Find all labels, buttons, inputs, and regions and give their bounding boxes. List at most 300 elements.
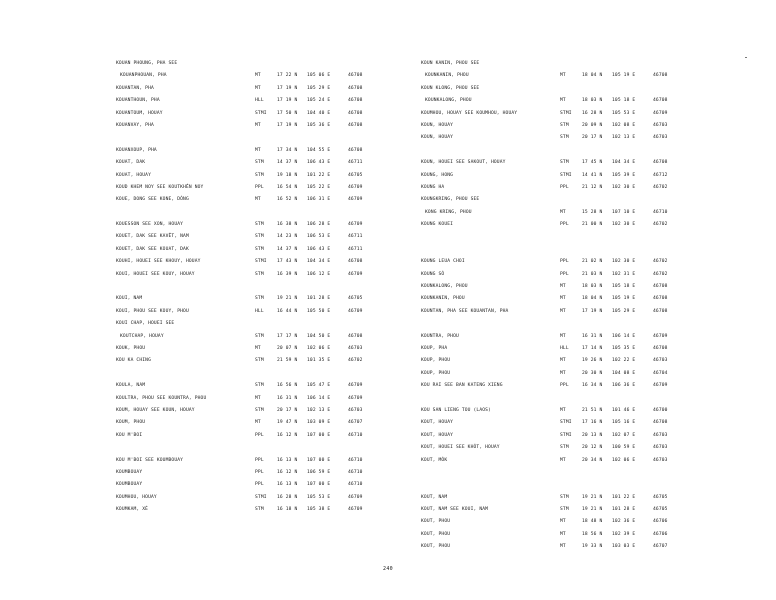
feature-code: PPL xyxy=(255,469,264,475)
entry-name: KOUANTAN, PHA xyxy=(116,85,154,91)
entry-name: KOUN, HOUAY xyxy=(421,135,454,141)
feature-code: STM xyxy=(255,172,264,178)
sheet-number: 46702 xyxy=(653,222,668,228)
latitude: 17 34 N xyxy=(277,147,298,153)
longitude: 104 55 E xyxy=(307,147,331,153)
gazetteer-entry xyxy=(116,479,396,491)
gazetteer-entry xyxy=(421,430,701,442)
feature-code: HLL xyxy=(560,345,569,351)
longitude: 105 50 E xyxy=(307,308,331,314)
latitude: 20 13 N xyxy=(582,432,603,438)
entry-name: KOUNKANIN, PHOU xyxy=(425,73,469,79)
feature-code: PPL xyxy=(560,383,569,389)
feature-code: STM xyxy=(255,296,264,302)
longitude: 105 38 E xyxy=(307,507,331,513)
entry-name: KOU M'BOI xyxy=(116,432,143,438)
sheet-number: 46709 xyxy=(348,395,363,401)
row-spacer xyxy=(421,467,701,479)
latitude: 18 04 N xyxy=(582,296,603,302)
entry-name: KOUHI, HOUEI SEE KHOUY, HOUAY xyxy=(116,259,201,265)
feature-code: STMI xyxy=(255,259,267,265)
feature-code: STMI xyxy=(255,110,267,116)
feature-code: PPL xyxy=(255,184,264,190)
entry-name: KOUESSON SEE XON, HOUAY xyxy=(116,222,184,228)
gazetteer-entry xyxy=(116,256,396,268)
sheet-number: 46709 xyxy=(348,222,363,228)
feature-code: STM xyxy=(255,358,264,364)
longitude: 104 08 E xyxy=(612,370,636,376)
latitude: 16 39 N xyxy=(277,271,298,277)
entry-name: KOUT, NAM xyxy=(421,494,448,500)
latitude: 21 02 N xyxy=(582,259,603,265)
entry-name: KOUMHOU, HOUAY xyxy=(116,494,157,500)
sheet-number: 46708 xyxy=(653,345,668,351)
feature-code: PPL xyxy=(560,184,569,190)
feature-code: STMI xyxy=(560,432,572,438)
gazetteer-entry xyxy=(116,467,396,479)
longitude: 102 30 E xyxy=(612,259,636,265)
entry-name: KOU SAN LIENG TOU (LAOS) xyxy=(421,407,491,413)
feature-code: PPL xyxy=(560,222,569,228)
left-column xyxy=(116,58,396,516)
longitude: 102 30 E xyxy=(612,184,636,190)
sheet-number: 46707 xyxy=(348,420,363,426)
feature-code: STM xyxy=(560,160,569,166)
feature-code: STMI xyxy=(255,494,267,500)
gazetteer-entry xyxy=(116,194,396,206)
entry-name: KOUMBOUAY xyxy=(116,482,143,488)
latitude: 19 21 N xyxy=(277,296,298,302)
latitude: 19 21 N xyxy=(582,507,603,513)
row-spacer xyxy=(116,368,396,380)
latitude: 16 13 N xyxy=(277,482,298,488)
sheet-number: 46703 xyxy=(653,135,668,141)
entry-name: KOUP, PHOU xyxy=(421,358,451,364)
longitude: 101 28 E xyxy=(307,296,331,302)
feature-code: STMI xyxy=(560,110,572,116)
sheet-number: 46708 xyxy=(348,122,363,128)
feature-code: STM xyxy=(560,507,569,513)
gazetteer-entry xyxy=(116,417,396,429)
entry-name: KOUP, PHA xyxy=(421,345,448,351)
feature-code: STM xyxy=(255,234,264,240)
sheet-number: 46712 xyxy=(653,172,668,178)
sheet-number: 46710 xyxy=(653,209,668,215)
longitude: 107 00 E xyxy=(307,482,331,488)
longitude: 105 18 E xyxy=(612,98,636,104)
feature-code: STM xyxy=(255,246,264,252)
sheet-number: 46705 xyxy=(348,296,363,302)
latitude: 19 21 N xyxy=(582,494,603,500)
entry-name: KOUNKANIN, PHOU xyxy=(421,296,465,302)
sheet-number: 46709 xyxy=(348,507,363,513)
sheet-number: 46710 xyxy=(348,432,363,438)
entry-name: KOU KA CHING xyxy=(116,358,151,364)
feature-code: MT xyxy=(560,457,566,463)
sheet-number: 46708 xyxy=(348,259,363,265)
entry-name: KOUD KHEM NOY SEE KOUTKHÊN NOY xyxy=(116,184,204,190)
sheet-number: 46709 xyxy=(348,494,363,500)
sheet-number: 46703 xyxy=(653,445,668,451)
sheet-number: 46703 xyxy=(653,122,668,128)
latitude: 16 38 N xyxy=(277,222,298,228)
sheet-number: 46711 xyxy=(348,234,363,240)
sheet-number: 46710 xyxy=(348,457,363,463)
sheet-number: 46708 xyxy=(653,98,668,104)
feature-code: MT xyxy=(560,296,566,302)
sheet-number: 46700 xyxy=(653,407,668,413)
gazetteer-entry xyxy=(116,318,396,330)
entry-name: KONG KRING, PHOU xyxy=(425,209,472,215)
sheet-number: 46705 xyxy=(653,507,668,513)
entry-name: KOUT, PHOU xyxy=(421,519,451,525)
feature-code: STM xyxy=(255,383,264,389)
longitude: 105 06 E xyxy=(307,73,331,79)
longitude: 105 24 E xyxy=(307,98,331,104)
feature-code: MT xyxy=(560,407,566,413)
gazetteer-entry xyxy=(421,269,701,281)
gazetteer-entry xyxy=(116,293,396,305)
sheet-number: 46703 xyxy=(653,432,668,438)
latitude: 19 18 N xyxy=(277,172,298,178)
sheet-number: 46711 xyxy=(348,160,363,166)
latitude: 16 12 N xyxy=(277,469,298,475)
latitude: 14 37 N xyxy=(277,246,298,252)
latitude: 16 56 N xyxy=(277,383,298,389)
row-spacer xyxy=(421,393,701,405)
sheet-number: 46708 xyxy=(348,147,363,153)
longitude: 101 22 E xyxy=(307,172,331,178)
gazetteer-entry xyxy=(421,405,701,417)
entry-name: KOUMHOU, HOUAY SEE KOUMHOU, HOUAY xyxy=(421,110,518,116)
longitude: 104 40 E xyxy=(307,110,331,116)
gazetteer-entry xyxy=(116,182,396,194)
latitude: 17 50 N xyxy=(277,110,298,116)
entry-name: KOUMBOUAY xyxy=(116,469,143,475)
longitude: 103 09 E xyxy=(307,420,331,426)
entry-name: KOUM, HOUAY SEE KOUN, HOUAY xyxy=(116,407,195,413)
gazetteer-entry xyxy=(421,380,701,392)
gazetteer-entry xyxy=(421,492,701,504)
entry-name: KOUET, DAK SEE KAVÊT, NAM xyxy=(116,234,189,240)
feature-code: STM xyxy=(560,135,569,141)
page-number: 240 xyxy=(383,566,393,572)
latitude: 17 19 N xyxy=(277,122,298,128)
gazetteer-entry xyxy=(116,380,396,392)
gazetteer-entry xyxy=(116,231,396,243)
sheet-number: 46703 xyxy=(653,457,668,463)
gazetteer-entry xyxy=(421,455,701,467)
entry-name: KOU M'BOI SEE KOUMBOUAY xyxy=(116,457,184,463)
entry-name: KOULA, NAM xyxy=(116,383,146,389)
longitude: 102 08 E xyxy=(612,122,636,128)
latitude: 18 04 N xyxy=(582,73,603,79)
longitude: 105 22 E xyxy=(307,184,331,190)
gazetteer-entry xyxy=(116,306,396,318)
feature-code: STMI xyxy=(560,172,572,178)
gazetteer-entry xyxy=(116,504,396,516)
feature-code: MT xyxy=(560,544,566,550)
gazetteer-entry xyxy=(421,442,701,454)
sheet-number: 46702 xyxy=(653,184,668,190)
entry-name: KOUMKAM, XÉ xyxy=(116,507,149,513)
sheet-number: 46709 xyxy=(653,110,668,116)
sheet-number: 46705 xyxy=(348,172,363,178)
feature-code: PPL xyxy=(255,432,264,438)
entry-name: KOUTCHAP, HOUAY xyxy=(120,333,164,339)
latitude: 21 00 N xyxy=(582,222,603,228)
gazetteer-entry xyxy=(116,145,396,157)
sheet-number: 46703 xyxy=(348,407,363,413)
latitude: 14 41 N xyxy=(582,172,603,178)
gazetteer-entry xyxy=(116,83,396,95)
feature-code: MT xyxy=(560,358,566,364)
sheet-number: 46708 xyxy=(653,420,668,426)
entry-name: KOUN, HOUAY xyxy=(421,122,454,128)
feature-code: MT xyxy=(560,98,566,104)
latitude: 20 17 N xyxy=(582,135,603,141)
latitude: 16 18 N xyxy=(277,507,298,513)
gazetteer-entry xyxy=(421,281,701,293)
sheet-number: 46709 xyxy=(348,383,363,389)
longitude: 105 53 E xyxy=(612,110,636,116)
longitude: 102 13 E xyxy=(307,407,331,413)
gazetteer-entry xyxy=(116,157,396,169)
entry-name: KOUANPHOUAN, PHA xyxy=(120,73,167,79)
row-spacer xyxy=(116,207,396,219)
gazetteer-entry xyxy=(421,516,701,528)
feature-code: MT xyxy=(255,395,261,401)
sheet-number: 46710 xyxy=(348,469,363,475)
feature-code: PPL xyxy=(255,457,264,463)
sheet-number: 46702 xyxy=(653,271,668,277)
latitude: 16 12 N xyxy=(277,432,298,438)
latitude: 16 31 N xyxy=(277,395,298,401)
row-spacer xyxy=(116,442,396,454)
entry-name: KOUI, HOUEI SEE KOUY, HOUAY xyxy=(116,271,195,277)
latitude: 16 28 N xyxy=(277,494,298,500)
longitude: 105 19 E xyxy=(612,296,636,302)
gazetteer-entry xyxy=(421,331,701,343)
longitude: 105 29 E xyxy=(612,308,636,314)
gazetteer-entry xyxy=(421,306,701,318)
latitude: 19 26 N xyxy=(582,358,603,364)
gazetteer-entry xyxy=(116,331,396,343)
longitude: 102 36 E xyxy=(612,519,636,525)
latitude: 16 44 N xyxy=(277,308,298,314)
feature-code: MT xyxy=(255,345,261,351)
entry-name: KOUNG LEUA CHOI xyxy=(421,259,465,265)
latitude: 17 14 N xyxy=(582,345,603,351)
entry-name: KOUP, PHOU xyxy=(421,370,451,376)
sheet-number: 46708 xyxy=(348,110,363,116)
gazetteer-entry xyxy=(421,529,701,541)
entry-name: KOUT, MÔK xyxy=(421,457,448,463)
gazetteer-entry xyxy=(421,194,701,206)
feature-code: STM xyxy=(560,445,569,451)
gazetteer-entry xyxy=(116,430,396,442)
longitude: 102 30 E xyxy=(612,222,636,228)
entry-name: KOUAT, DAK xyxy=(116,160,146,166)
entry-name: KOUANVAY, PHA xyxy=(116,122,154,128)
entry-name: KOUT, HOUAY xyxy=(421,432,454,438)
longitude: 100 59 E xyxy=(612,445,636,451)
sheet-number: 46703 xyxy=(653,358,668,364)
longitude: 103 03 E xyxy=(612,544,636,550)
feature-code: STM xyxy=(255,160,264,166)
longitude: 105 35 E xyxy=(612,345,636,351)
sheet-number: 46708 xyxy=(653,160,668,166)
sheet-number: 46703 xyxy=(348,345,363,351)
sheet-number: 46709 xyxy=(653,383,668,389)
gazetteer-entry xyxy=(116,405,396,417)
gazetteer-entry xyxy=(116,108,396,120)
sheet-number: 46709 xyxy=(348,271,363,277)
latitude: 18 56 N xyxy=(582,531,603,537)
longitude: 106 43 E xyxy=(307,246,331,252)
entry-name: KOUAN PHOUNG, PHA SEE xyxy=(116,61,178,66)
entry-name: KOUT, NAM SEE KOUI, NAM xyxy=(421,507,489,513)
entry-name: KOUNG SÔ xyxy=(421,271,445,277)
sheet-number: 46709 xyxy=(348,308,363,314)
feature-code: MT xyxy=(255,420,261,426)
gazetteer-entry xyxy=(116,492,396,504)
latitude: 14 23 N xyxy=(277,234,298,240)
feature-code: MT xyxy=(255,73,261,79)
row-spacer xyxy=(116,132,396,144)
sheet-number: 46709 xyxy=(653,333,668,339)
feature-code: MT xyxy=(560,308,566,314)
entry-name: KOUI, NAM xyxy=(116,296,143,302)
gazetteer-entry xyxy=(421,132,701,144)
longitude: 105 18 E xyxy=(612,284,636,290)
gazetteer-entry xyxy=(421,58,701,70)
gazetteer-entry xyxy=(421,293,701,305)
entry-name: KOUN, HOUEI SEE SAKOUT, HOUAY xyxy=(421,160,506,166)
entry-name: KOUI, PHOU SEE KOUY, PHOU xyxy=(116,308,189,314)
feature-code: STM xyxy=(560,494,569,500)
latitude: 17 17 N xyxy=(277,333,298,339)
sheet-number: 46707 xyxy=(653,544,668,550)
longitude: 106 59 E xyxy=(307,469,331,475)
entry-name: KOULTRA, PHOU SEE KOUNTRA, PHOU xyxy=(116,395,207,401)
right-column xyxy=(421,58,701,554)
gazetteer-entry xyxy=(421,95,701,107)
sheet-number: 46708 xyxy=(653,296,668,302)
edge-mark xyxy=(745,57,747,58)
gazetteer-entry xyxy=(116,455,396,467)
feature-code: STM xyxy=(255,507,264,513)
row-spacer xyxy=(421,145,701,157)
latitude: 17 16 N xyxy=(582,420,603,426)
entry-name: KOU RAI SEE BAN KATENG XIENG xyxy=(421,383,503,389)
entry-name: KOUE, DONG SEE KONE, DÔNG xyxy=(116,197,189,203)
latitude: 16 34 N xyxy=(582,383,603,389)
latitude: 17 43 N xyxy=(277,259,298,265)
longitude: 107 00 E xyxy=(307,457,331,463)
latitude: 16 52 N xyxy=(277,197,298,203)
gazetteer-entry xyxy=(116,120,396,132)
entry-name: KOUT, HOUAY xyxy=(421,420,454,426)
feature-code: MT xyxy=(560,519,566,525)
gazetteer-entry xyxy=(116,95,396,107)
latitude: 20 17 N xyxy=(277,407,298,413)
longitude: 101 46 E xyxy=(612,407,636,413)
row-spacer xyxy=(116,281,396,293)
sheet-number: 46709 xyxy=(348,184,363,190)
sheet-number: 46708 xyxy=(653,284,668,290)
feature-code: MT xyxy=(560,73,566,79)
gazetteer-entry xyxy=(421,170,701,182)
sheet-number: 46711 xyxy=(348,246,363,252)
latitude: 21 51 N xyxy=(582,407,603,413)
feature-code: STM xyxy=(255,333,264,339)
feature-code: STM xyxy=(255,407,264,413)
sheet-number: 46708 xyxy=(348,73,363,79)
row-spacer xyxy=(421,318,701,330)
latitude: 17 22 N xyxy=(277,73,298,79)
latitude: 18 03 N xyxy=(582,284,603,290)
latitude: 18 03 N xyxy=(582,98,603,104)
feature-code: MT xyxy=(560,284,566,290)
feature-code: MT xyxy=(255,197,261,203)
entry-name: KOUNG HA xyxy=(421,184,445,190)
feature-code: MT xyxy=(255,122,261,128)
longitude: 104 50 E xyxy=(307,333,331,339)
feature-code: MT xyxy=(560,531,566,537)
feature-code: MT xyxy=(560,209,566,215)
entry-name: KOUNTAN, PHA SEE KOUANTAN, PHA xyxy=(421,308,509,314)
entry-name: KOUN KANIN, PHOU SEE xyxy=(421,61,480,66)
latitude: 14 37 N xyxy=(277,160,298,166)
longitude: 106 28 E xyxy=(307,222,331,228)
gazetteer-entry xyxy=(116,70,396,82)
entry-name: KOUT, PHOU xyxy=(421,531,451,537)
longitude: 102 22 E xyxy=(612,358,636,364)
gazetteer-entry xyxy=(421,504,701,516)
sheet-number: 46702 xyxy=(653,259,668,265)
longitude: 101 35 E xyxy=(307,358,331,364)
latitude: 20 34 N xyxy=(582,457,603,463)
longitude: 105 47 E xyxy=(307,383,331,389)
row-spacer xyxy=(421,244,701,256)
entry-name: KOUANTOUM, HOUAY xyxy=(116,110,163,116)
feature-code: MT xyxy=(255,85,261,91)
longitude: 105 29 E xyxy=(307,85,331,91)
entry-name: KOUNKALONG, PHOU xyxy=(421,284,468,290)
feature-code: STMI xyxy=(560,420,572,426)
latitude: 17 19 N xyxy=(277,85,298,91)
sheet-number: 46708 xyxy=(653,73,668,79)
longitude: 101 22 E xyxy=(612,494,636,500)
longitude: 102 39 E xyxy=(612,531,636,537)
gazetteer-entry xyxy=(421,343,701,355)
longitude: 105 16 E xyxy=(612,420,636,426)
feature-code: MT xyxy=(560,333,566,339)
feature-code: HLL xyxy=(255,98,264,104)
feature-code: STM xyxy=(255,271,264,277)
gazetteer-entry xyxy=(421,157,701,169)
longitude: 105 36 E xyxy=(307,122,331,128)
sheet-number: 46706 xyxy=(653,531,668,537)
sheet-number: 46709 xyxy=(348,197,363,203)
sheet-number: 46704 xyxy=(653,370,668,376)
latitude: 21 12 N xyxy=(582,184,603,190)
latitude: 16 54 N xyxy=(277,184,298,190)
longitude: 106 31 E xyxy=(307,197,331,203)
longitude: 105 39 E xyxy=(612,172,636,178)
entry-name: KOUNGKRING, PHOU SEE xyxy=(421,197,480,203)
